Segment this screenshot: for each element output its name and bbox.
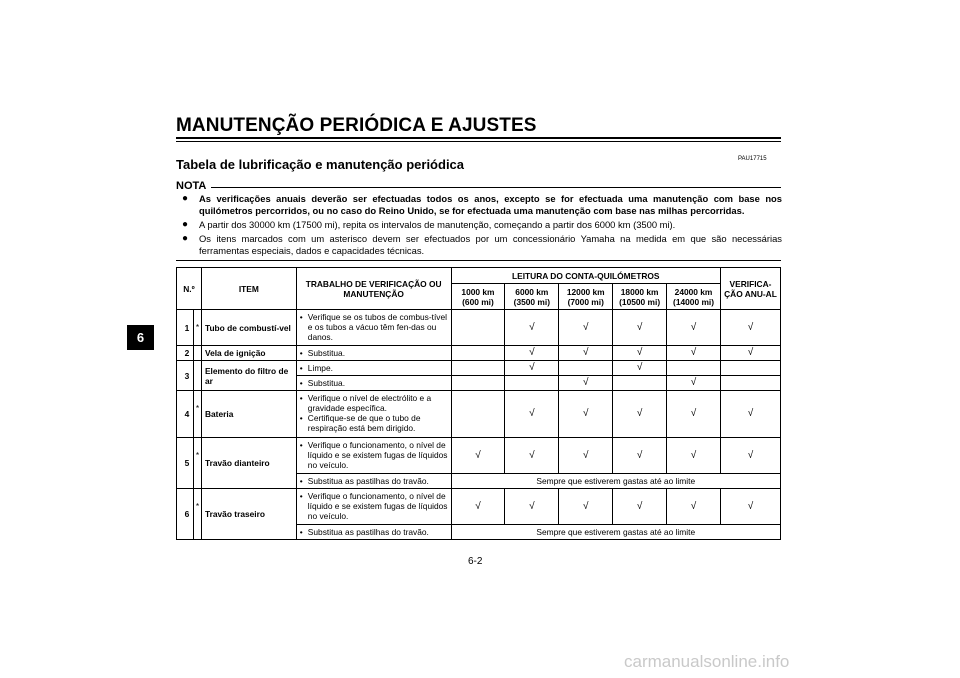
row-work: • Limpe. bbox=[296, 361, 451, 376]
row-number: 3 bbox=[177, 361, 194, 391]
check-mark: √ bbox=[613, 310, 667, 346]
check-mark: √ bbox=[559, 376, 613, 391]
table-row bbox=[177, 346, 781, 361]
table-row bbox=[177, 391, 781, 438]
check-mark: √ bbox=[559, 438, 613, 474]
row-work: • Substitua as pastilhas do travão. bbox=[296, 474, 451, 489]
dealer-asterisk bbox=[193, 346, 201, 361]
check-mark: √ bbox=[559, 310, 613, 346]
note-item bbox=[182, 219, 782, 231]
row-number: 2 bbox=[177, 346, 194, 361]
empty-cell bbox=[451, 346, 505, 361]
check-mark: √ bbox=[613, 489, 667, 525]
title-rule-thin bbox=[176, 141, 781, 142]
page-title: MANUTENÇÃO PERIÓDICA E AJUSTES bbox=[176, 115, 537, 136]
check-mark: √ bbox=[613, 346, 667, 361]
check-mark: √ bbox=[505, 361, 559, 376]
check-mark: √ bbox=[720, 438, 780, 474]
check-mark: √ bbox=[505, 438, 559, 474]
dealer-asterisk: * bbox=[193, 310, 201, 346]
row-work: • Verifique o funcionamento, o nível de líquido e se existem fugas de líquidos no veículo. bbox=[296, 438, 451, 474]
check-mark: √ bbox=[667, 376, 721, 391]
row-work: • Substitua. bbox=[296, 376, 451, 391]
check-mark: √ bbox=[451, 438, 505, 474]
header-odometer: LEITURA DO CONTA-QUILÓMETROS bbox=[451, 268, 720, 284]
bullet-icon: ● bbox=[182, 233, 189, 244]
check-mark: √ bbox=[559, 346, 613, 361]
check-mark: √ bbox=[667, 310, 721, 346]
check-mark: √ bbox=[720, 391, 780, 438]
bullet-icon: ● bbox=[182, 193, 189, 204]
header-annual: VERIFICA-ÇÃO ANU-AL bbox=[720, 268, 780, 310]
header-interval: 18000 km (10500 mi) bbox=[613, 284, 667, 310]
check-mark: √ bbox=[559, 489, 613, 525]
table-row bbox=[177, 438, 781, 474]
header-interval: 6000 km (3500 mi) bbox=[505, 284, 559, 310]
header-interval: 12000 km (7000 mi) bbox=[559, 284, 613, 310]
row-work: • Verifique o nível de electrólito e a gravidade específica. • Certifique-se de que o tubo de respiração está bem dirigido. bbox=[296, 391, 451, 438]
check-mark: √ bbox=[451, 489, 505, 525]
row-number: 4 bbox=[177, 391, 194, 438]
check-mark: √ bbox=[613, 361, 667, 376]
header-work: TRABALHO DE VERIFICAÇÃO OU MANUTENÇÃO bbox=[296, 268, 451, 310]
row-work: • Verifique o funcionamento, o nível de líquido e se existem fugas de líquidos no veículo. bbox=[296, 489, 451, 525]
empty-cell bbox=[667, 361, 721, 376]
note-item bbox=[182, 233, 782, 257]
check-mark: √ bbox=[720, 310, 780, 346]
row-work: • Substitua. bbox=[296, 346, 451, 361]
note-end-rule bbox=[176, 260, 781, 261]
check-mark: √ bbox=[667, 391, 721, 438]
check-mark: √ bbox=[505, 391, 559, 438]
row-item: Bateria bbox=[201, 391, 296, 438]
header-interval: 1000 km (600 mi) bbox=[451, 284, 505, 310]
empty-cell bbox=[505, 376, 559, 391]
check-mark: √ bbox=[613, 391, 667, 438]
check-mark: √ bbox=[720, 489, 780, 525]
check-mark: √ bbox=[667, 438, 721, 474]
check-mark: √ bbox=[667, 489, 721, 525]
note-label: NOTA bbox=[176, 180, 207, 192]
empty-cell bbox=[720, 376, 780, 391]
maintenance-table bbox=[176, 267, 781, 540]
reference-code: PAU17715 bbox=[738, 156, 767, 162]
empty-cell bbox=[451, 361, 505, 376]
table-row bbox=[177, 310, 781, 346]
row-number: 5 bbox=[177, 438, 194, 489]
page-number: 6-2 bbox=[468, 556, 483, 567]
note-text: A partir dos 30000 km (17500 mi), repita os intervalos de manutenção, começando a partir dos 6000 km (3500 mi). bbox=[199, 219, 676, 230]
check-mark: √ bbox=[613, 438, 667, 474]
row-work: • Substitua as pastilhas do travão. bbox=[296, 525, 451, 540]
dealer-asterisk: * bbox=[193, 391, 201, 438]
header-item: ITEM bbox=[201, 268, 296, 310]
interval-note: Sempre que estiverem gastas até ao limite bbox=[451, 474, 780, 489]
check-mark: √ bbox=[505, 346, 559, 361]
check-mark: √ bbox=[505, 310, 559, 346]
empty-cell bbox=[559, 361, 613, 376]
row-item: Travão dianteiro bbox=[201, 438, 296, 489]
note-text: Os itens marcados com um asterisco devem ser efectuados por um concessionário Yamaha na medida em que são necessárias ferramentas especiais, dados e capacidades técnicas. bbox=[199, 233, 782, 256]
empty-cell bbox=[613, 376, 667, 391]
watermark: carmanualsonline.info bbox=[624, 652, 790, 671]
row-number: 1 bbox=[177, 310, 194, 346]
header-interval: 24000 km (14000 mi) bbox=[667, 284, 721, 310]
note-rule bbox=[211, 187, 781, 188]
note-item bbox=[182, 193, 782, 217]
empty-cell bbox=[451, 376, 505, 391]
dealer-asterisk: * bbox=[193, 489, 201, 540]
note-list bbox=[182, 193, 782, 259]
table-row bbox=[177, 361, 781, 376]
title-rule bbox=[176, 137, 781, 139]
check-mark: √ bbox=[559, 391, 613, 438]
table-row bbox=[177, 489, 781, 525]
check-mark: √ bbox=[720, 346, 780, 361]
row-item: Travão traseiro bbox=[201, 489, 296, 540]
row-item: Tubo de combustí-vel bbox=[201, 310, 296, 346]
empty-cell bbox=[451, 391, 505, 438]
note-text: As verificações anuais deverão ser efectuadas todos os anos, excepto se for efectuada uma manutenção com base nos quilómetros percorridos, ou no caso do Reino Unido, se for efectuada uma manutenção com base nas milhas percorridas. bbox=[199, 193, 782, 216]
dealer-asterisk: * bbox=[193, 438, 201, 489]
row-number: 6 bbox=[177, 489, 194, 540]
section-title: Tabela de lubrificação e manutenção periódica bbox=[176, 157, 465, 172]
empty-cell bbox=[720, 361, 780, 376]
row-work: • Verifique se os tubos de combus-tível e os tubos a vácuo têm fen-das ou danos. bbox=[296, 310, 451, 346]
empty-cell bbox=[451, 310, 505, 346]
header-num: N.º bbox=[177, 268, 202, 310]
dealer-asterisk bbox=[193, 361, 201, 391]
chapter-tab: 6 bbox=[127, 325, 154, 350]
interval-note: Sempre que estiverem gastas até ao limite bbox=[451, 525, 780, 540]
bullet-icon: ● bbox=[182, 219, 189, 230]
check-mark: √ bbox=[667, 346, 721, 361]
row-item: Vela de ignição bbox=[201, 346, 296, 361]
check-mark: √ bbox=[505, 489, 559, 525]
row-item: Elemento do filtro de ar bbox=[201, 361, 296, 391]
